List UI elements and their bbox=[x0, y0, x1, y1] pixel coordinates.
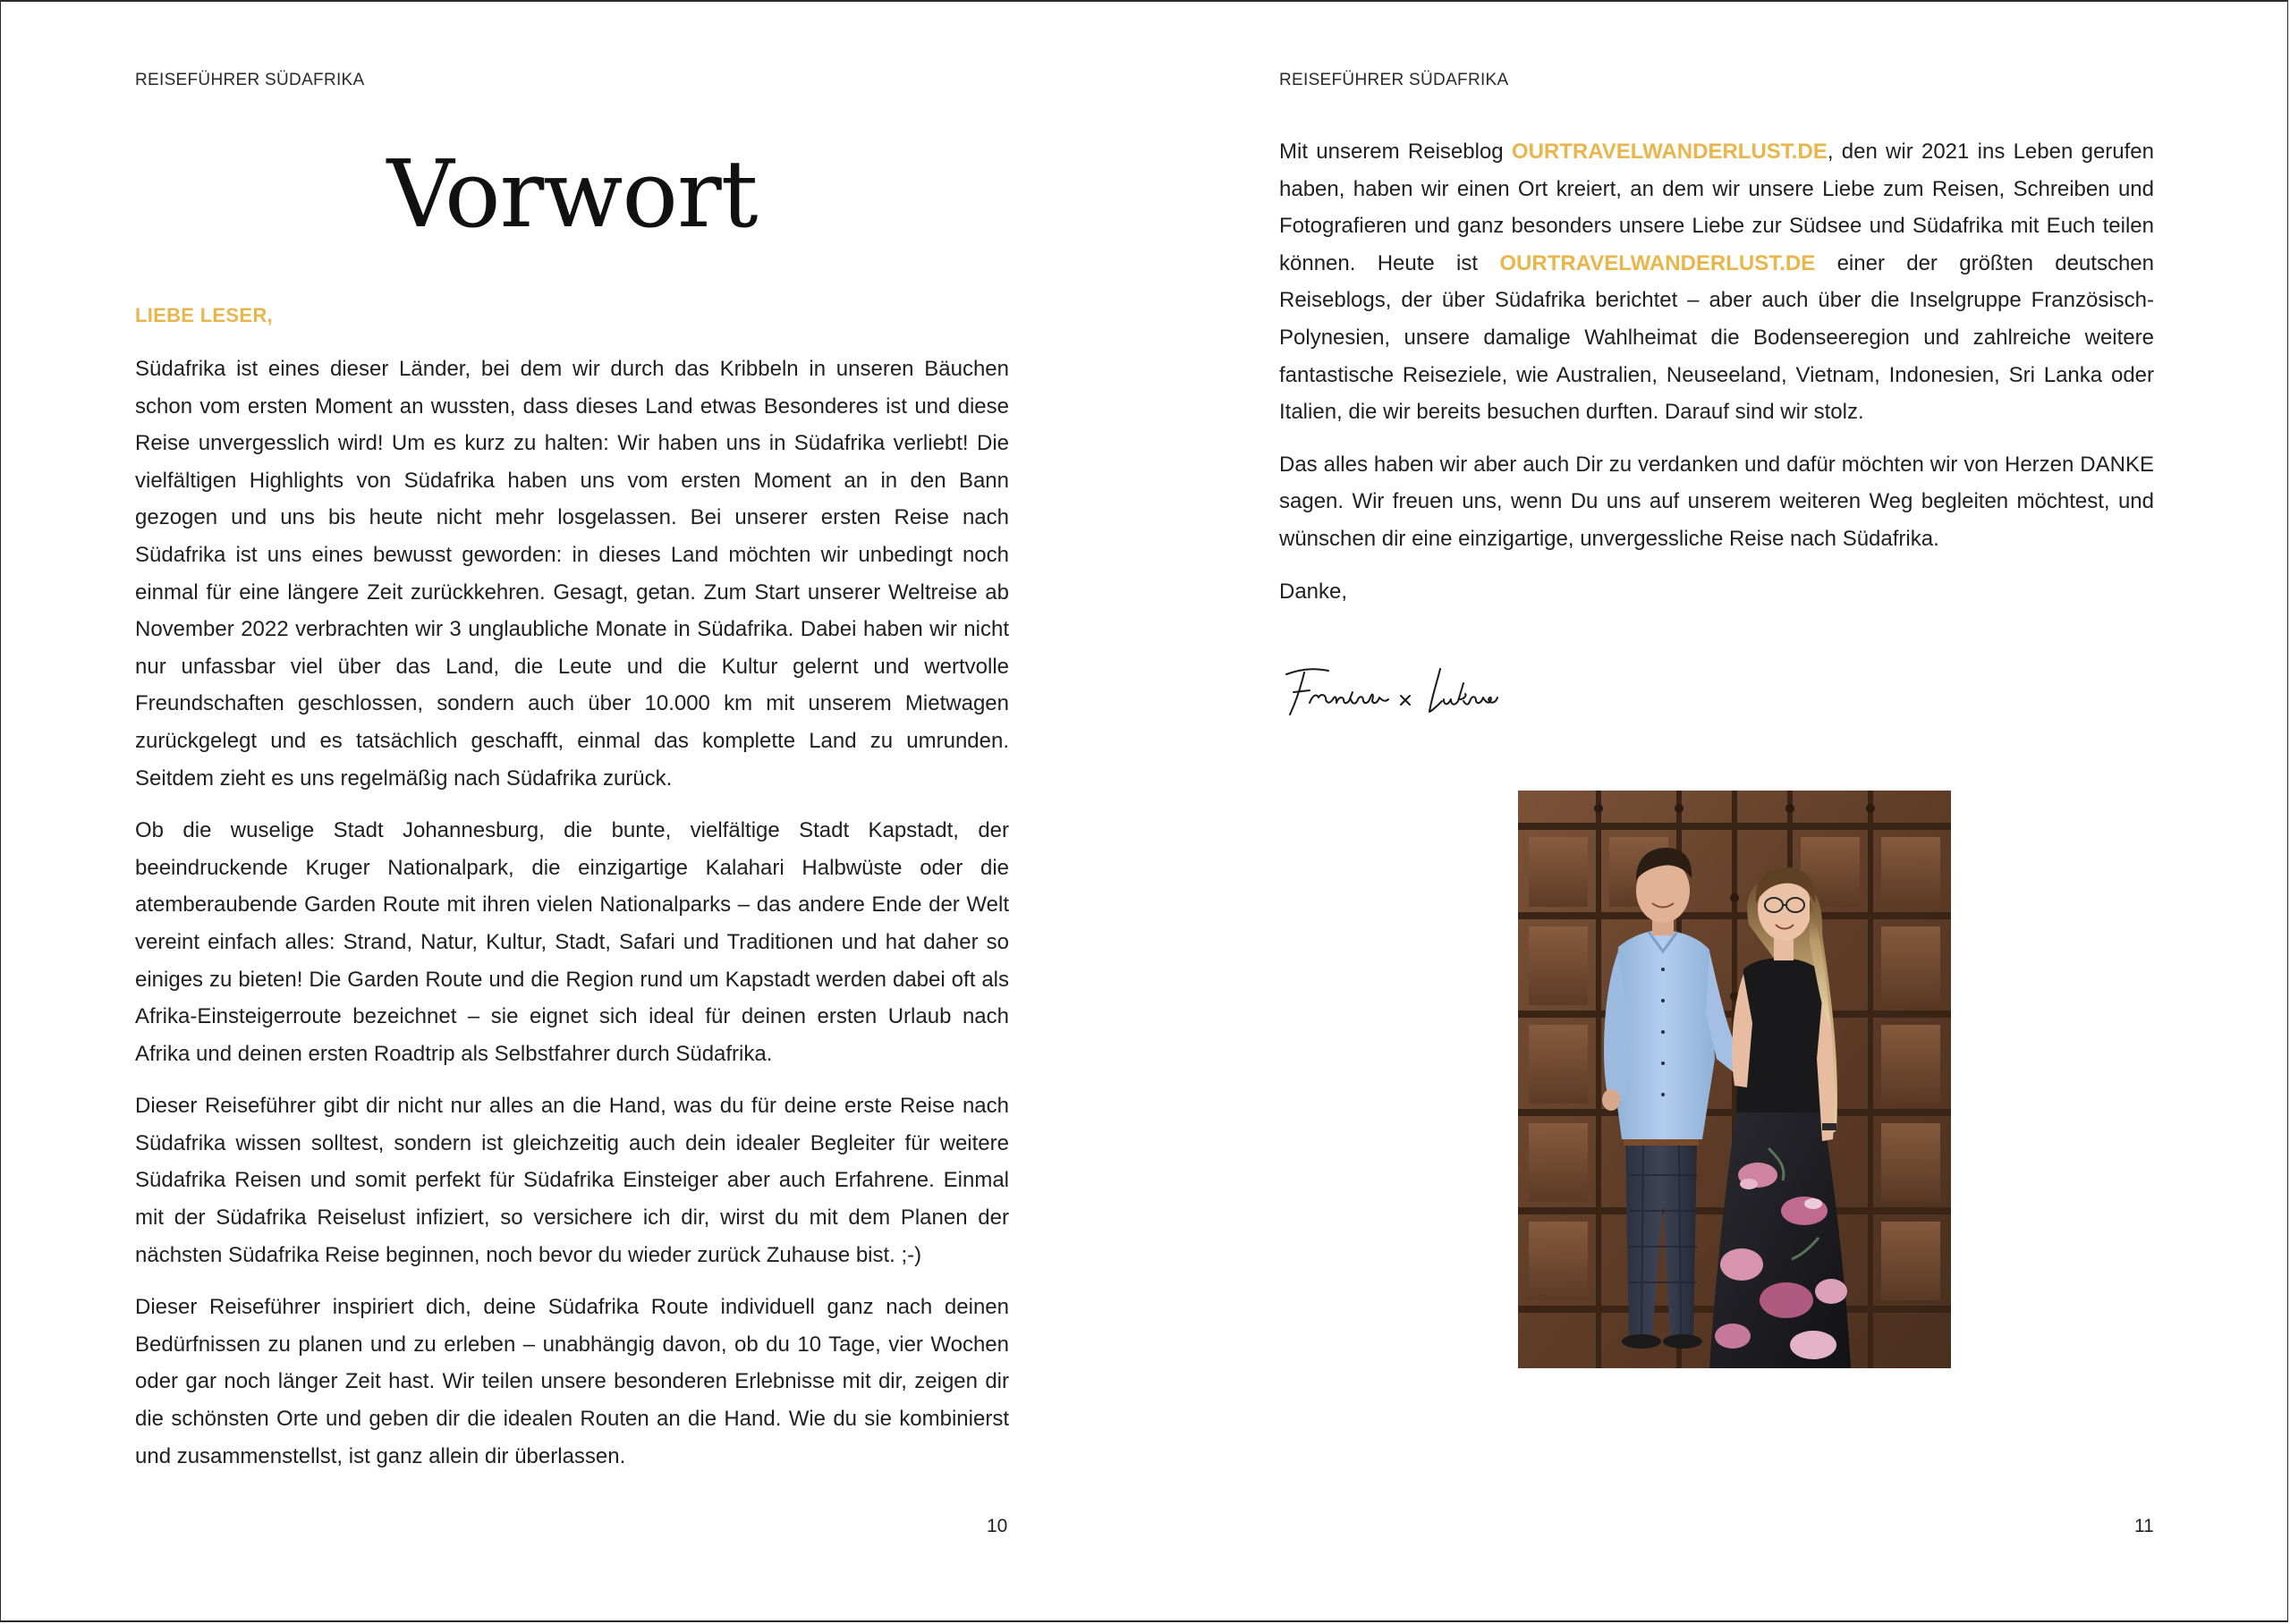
blog-link-2[interactable]: OURTRAVELWANDERLUST.DE bbox=[1499, 250, 1816, 275]
foreword-body bbox=[135, 351, 1009, 1490]
closing: Danke, bbox=[1279, 579, 1348, 604]
running-head-left: REISEFÜHRER SÜDAFRIKA bbox=[135, 71, 365, 89]
left-page bbox=[1, 2, 1146, 1624]
greeting: LIEBE LESER, bbox=[135, 304, 273, 326]
right-page bbox=[1146, 2, 2290, 1624]
paragraph-blog bbox=[1279, 133, 2154, 431]
signature bbox=[1279, 647, 1548, 728]
paragraph-2: Ob die wuselige Stadt Johannesburg, die bunte, vielfältige Stadt Kapstadt, der beeindruckende Kruger Nationalpark, die einzigartige Kalahari Halbwüste oder die atemberaubende Garden Route mit ihren vielen Nationalparks – das andere Ende der Welt vereint einfach alles: Strand, Natur, Kultur, Stadt, Safari und Traditionen und hat daher so einiges zu bieten! Die Garden Route und die Region rund um Kapstadt werden dabei oft als Afrika-Einsteigerroute bezeichnet – sie eignet sich ideal für deinen ersten Urlaub nach Afrika und deinen ersten Roadtrip als Selbstfahrer durch Südafrika. bbox=[135, 818, 1009, 1066]
paragraph-thanks: Das alles haben wir aber auch Dir zu verdanken und dafür möchten wir von Herzen DANKE sagen. Wir freuen uns, wenn Du uns auf unserem weiteren Weg begleiten möchtest, und wünschen dir eine einzigartige, unvergessliche Reise nach Südafrika. bbox=[1279, 452, 2154, 551]
page-number-right: 11 bbox=[2134, 1516, 2154, 1536]
blog-link-1[interactable]: OURTRAVELWANDERLUST.DE bbox=[1511, 140, 1828, 164]
blog-body bbox=[1279, 133, 2154, 625]
running-head-right: REISEFÜHRER SÜDAFRIKA bbox=[1279, 71, 1509, 89]
paragraph-blog-part-b: , den wir 2021 ins Leben gerufen haben, haben wir einen Ort kreiert, an dem wir unsere Liebe zum Reisen, Schreiben und Fotografieren und ganz besonders unsere Liebe zur Südsee und Südafrika mit Euch teilen können. Heute ist bbox=[1279, 140, 2154, 275]
page-number-left: 10 bbox=[987, 1516, 1008, 1536]
paragraph-1: Südafrika ist eines dieser Länder, bei dem wir durch das Kribbeln in unseren Bäuchen schon vom ersten Moment an wussten, dass dieses Land etwas Besonderes ist und diese Reise unvergesslich wird! Um es kurz zu halten: Wir haben uns in Südafrika verliebt! Die vielfältigen Highlights von Südafrika haben uns vom ersten Moment an in den Bann gezogen und uns bis heute nicht mehr losgelassen. Bei unserer ersten Reise nach Südafrika ist uns eines bewusst geworden: in dieses Land möchten wir unbedingt noch einmal für eine längere Zeit zurückkehren. Gesagt, getan. Zum Start unserer Weltreise ab November 2022 verbrachten wir 3 unglaubliche Monate in Südafrika. Dabei haben wir nicht nur unfassbar viel über das Land, die Leute und die Kultur gelernt und wertvolle Freundschaften geschlossen, sondern auch über 10.000 km mit unserem Mietwagen zurückgelegt und es tatsächlich geschafft, einmal das komplette Land zu umrunden. Seitdem zieht es uns regelmäßig nach Südafrika zurück. bbox=[135, 357, 1009, 791]
paragraph-4: Dieser Reiseführer inspiriert dich, deine Südafrika Route individuell ganz nach deinen Bedürfnissen zu planen und zu erleben – unabhängig davon, ob du 10 Tage, vier Wochen oder gar noch länger Zeit hast. Wir teilen unsere besonderen Erlebnisse mit dir, zeigen dir die schönsten Orte und geben dir die idealen Routen an die Hand. Wie du sie kombinierst und zusammenstellst, ist ganz allein dir überlassen. bbox=[135, 1295, 1009, 1468]
page-title: Vorwort bbox=[386, 140, 758, 249]
paragraph-blog-part-a: Mit unserem Reiseblog bbox=[1279, 140, 1512, 164]
paragraph-blog-part-c: einer der größten deutschen Reiseblogs, der über Südafrika berichtet – aber auch über die Inselgruppe Französisch-Polynesien, unsere damalige Wahlheimat die Bodenseeregion und zahlreiche weitere fantastische Reiseziele, wie Australien, Neuseeland, Vietnam, Indonesien, Sri Lanka oder Italien, die wir bereits besuchen durften. Darauf sind wir stolz. bbox=[1279, 250, 2154, 425]
couple-photo bbox=[1518, 791, 1951, 1368]
paragraph-3: Dieser Reiseführer gibt dir nicht nur alles an die Hand, was du für deine erste Reise nach Südafrika wissen solltest, sondern ist gleichzeitig auch dein idealer Begleiter für weitere Südafrika Reisen und somit perfekt für Südafrika Einsteiger aber auch Erfahrene. Einmal mit der Südafrika Reiselust infiziert, so versichere ich dir, wirst du mit dem Planen der nächsten Südafrika Reise beginnen, noch bevor du wieder zurück Zuhause bist. ;-) bbox=[135, 1094, 1009, 1267]
